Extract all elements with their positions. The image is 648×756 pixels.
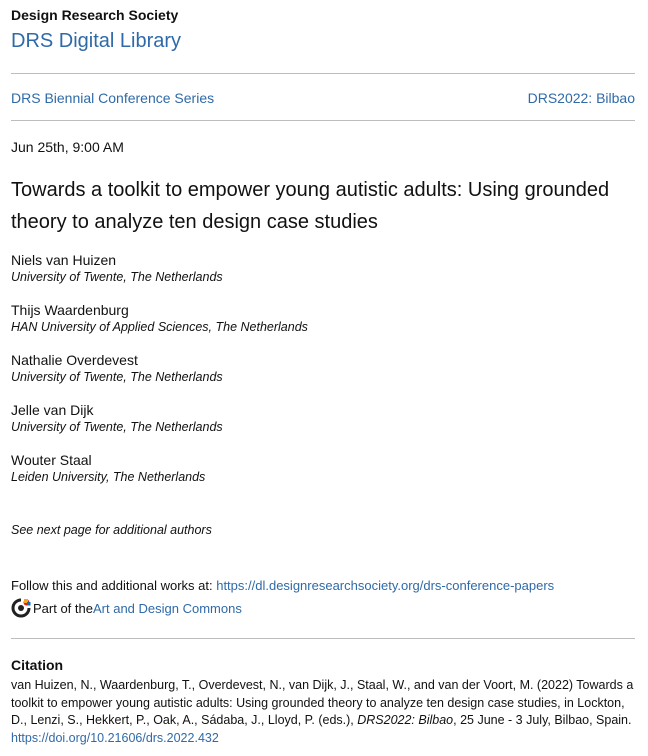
author-affiliation: Leiden University, The Netherlands: [11, 470, 206, 484]
additional-authors-note: See next page for additional authors: [11, 523, 212, 537]
author-affiliation: University of Twente, The Netherlands: [11, 370, 223, 384]
divider: [11, 638, 635, 639]
conference-link[interactable]: DRS2022: Bilbao: [527, 90, 635, 106]
commons-link[interactable]: Art and Design Commons: [92, 600, 242, 616]
doi-link[interactable]: https://doi.org/10.21606/drs.2022.432: [11, 730, 219, 745]
author-entry: [11, 301, 635, 351]
author-entry: [11, 251, 635, 301]
author-affiliation: University of Twente, The Netherlands: [11, 270, 223, 284]
library-link[interactable]: DRS Digital Library: [11, 30, 182, 52]
citation-heading: Citation: [11, 657, 64, 673]
citation-main: van Huizen, N., Waardenburg, T., Overdevest, N., van Dijk, J., Staal, W., and van der Voort, M. (2022) Towards a toolkit to empower young autistic adults: Using grounded theory to analyze ten design case studies, in Lockton, D., Lenzi, S., Hekkert, P., Oak, A., Sádaba, J., Lloyd, P. (eds.),: [11, 678, 634, 727]
collection-link[interactable]: https://dl.designresearchsociety.org/drs-conference-papers: [216, 578, 555, 593]
part-of-line: [11, 598, 242, 618]
divider: [11, 73, 635, 74]
citation-venue: DRS2022: Bilbao: [357, 713, 454, 727]
session-date: Jun 25th, 9:00 AM: [11, 139, 124, 155]
citation-text: [11, 677, 635, 747]
author-name: Nathalie Overdevest: [11, 352, 138, 368]
citation-tail: , 25 June - 3 July, Bilbao, Spain.: [453, 713, 632, 727]
series-link[interactable]: DRS Biennial Conference Series: [11, 90, 215, 106]
author-name: Wouter Staal: [11, 452, 92, 468]
author-entry: [11, 451, 635, 501]
author-entry: [11, 351, 635, 401]
author-name: Jelle van Dijk: [11, 402, 94, 418]
follow-text: Follow this and additional works at:: [11, 578, 217, 593]
author-name: Niels van Huizen: [11, 252, 117, 268]
network-commons-icon: [11, 598, 31, 618]
society-name: Design Research Society: [11, 7, 179, 23]
author-name: Thijs Waardenburg: [11, 302, 129, 318]
divider: [11, 120, 635, 121]
author-affiliation: HAN University of Applied Sciences, The Netherlands: [11, 320, 308, 334]
part-of-text: Part of the: [33, 600, 93, 616]
follow-line: [11, 578, 554, 593]
author-affiliation: University of Twente, The Netherlands: [11, 420, 223, 434]
author-entry: [11, 401, 635, 451]
author-list: [11, 251, 635, 501]
paper-title: Towards a toolkit to empower young autistic adults: Using grounded theory to analyze ten design case studies: [11, 179, 610, 233]
